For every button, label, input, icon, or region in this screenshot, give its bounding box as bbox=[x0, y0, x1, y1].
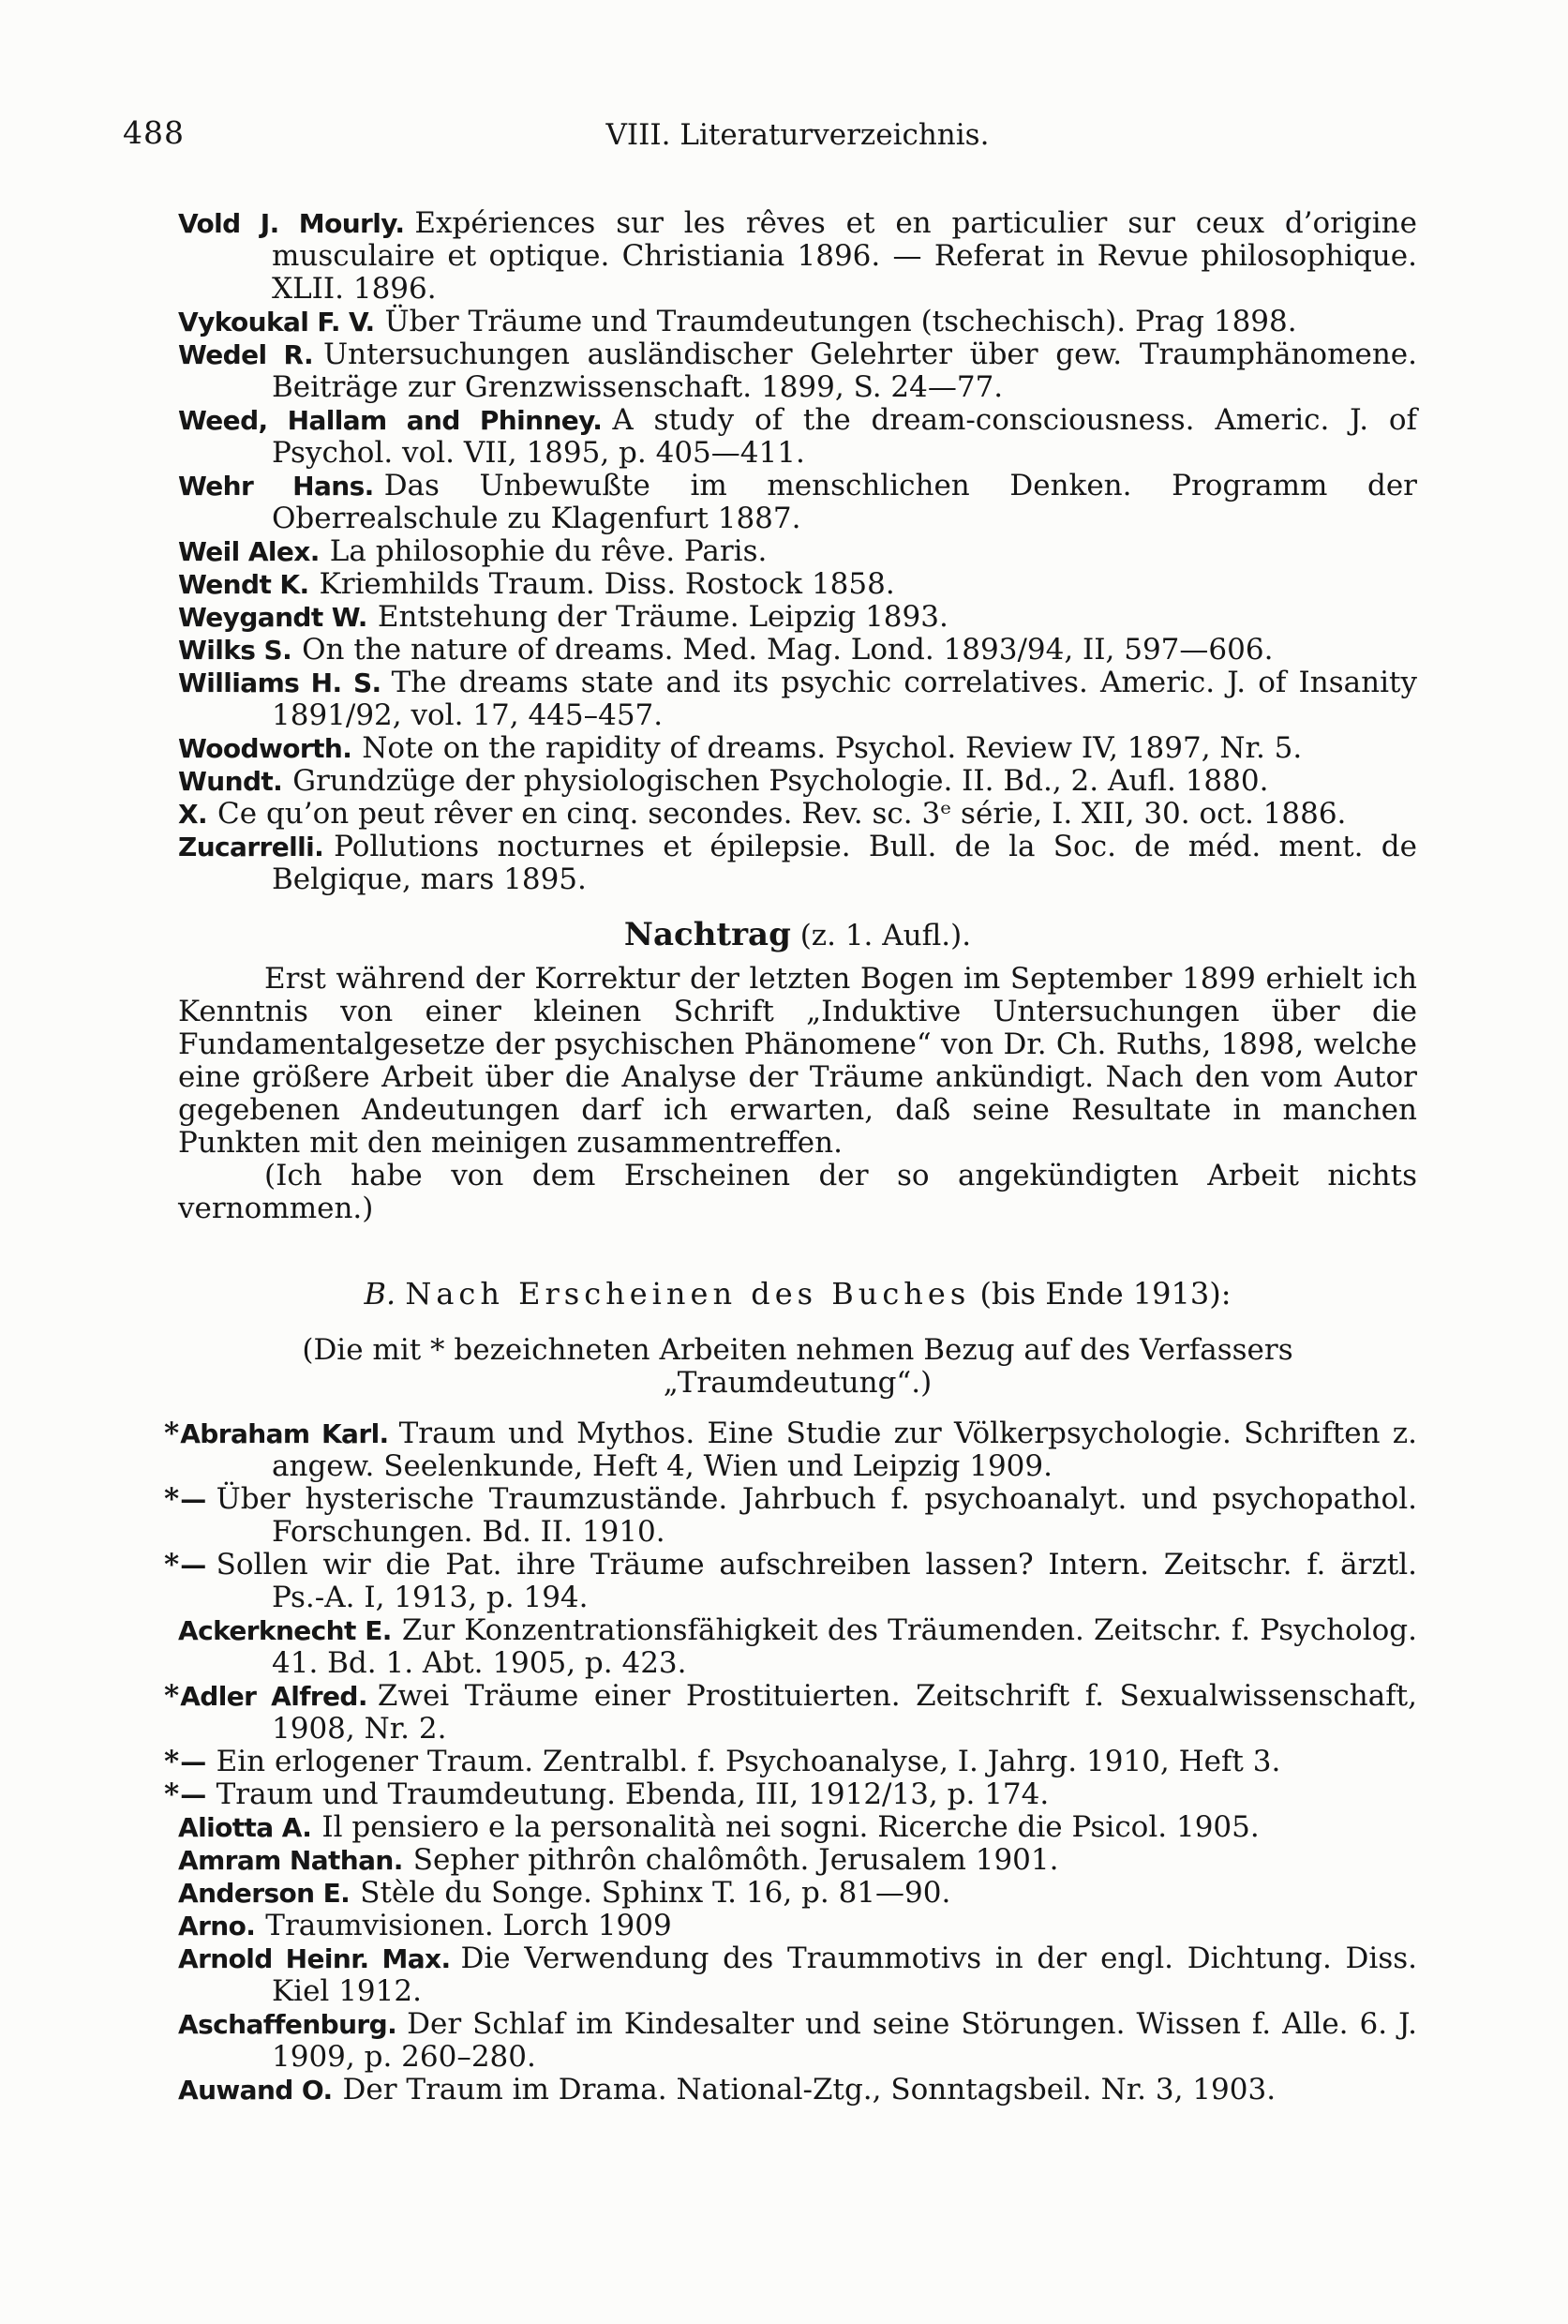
entry-author: Auwand O. bbox=[178, 2075, 333, 2106]
bibliography-entry bbox=[164, 1679, 1417, 1746]
entry-text: On the nature of dreams. Med. Mag. Lond. 1893/94, II, 597—606. bbox=[302, 633, 1274, 667]
bibliography-entry bbox=[178, 601, 1417, 634]
bibliography-entry bbox=[178, 798, 1417, 831]
reference-star: * bbox=[164, 1417, 180, 1450]
entry-author: Wedel R. bbox=[178, 339, 313, 370]
text-block bbox=[164, 206, 1417, 2107]
bibliography-entry bbox=[178, 338, 1417, 404]
entry-author: Vold J. Mourly. bbox=[178, 208, 405, 239]
bibliography-entry bbox=[178, 568, 1417, 601]
entry-author: Zucarrelli. bbox=[178, 832, 324, 862]
entry-author: — bbox=[180, 1484, 206, 1515]
bibliography-section-b bbox=[164, 1417, 1417, 2107]
entry-text: Der Traum im Drama. National-Ztg., Sonntagsbeil. Nr. 3, 1903. bbox=[342, 2073, 1277, 2107]
reference-star: * bbox=[164, 1482, 180, 1516]
entry-author: Weed, Hallam and Phinney. bbox=[178, 405, 603, 436]
bibliography-entry bbox=[178, 765, 1417, 798]
entry-author: Vykoukal F. V. bbox=[178, 307, 375, 337]
entry-text: Il pensiero e la personalità nei sogni. Ricerche die Psicol. 1905. bbox=[321, 1810, 1260, 1844]
entry-author: — bbox=[180, 1747, 206, 1777]
entry-text: A study of the dream-consciousness. Americ. J. of Psychol. vol. VII, 1895, p. 405—411. bbox=[272, 403, 1417, 470]
entry-text: Das Unbewußte im menschlichen Denken. Programm der Oberrealschule zu Klagenfurt 1887. bbox=[272, 469, 1417, 535]
entry-author: Wilks S. bbox=[178, 635, 292, 666]
entry-author: Weil Alex. bbox=[178, 536, 320, 567]
entry-text: Sepher pithrôn chalômôth. Jerusalem 1901. bbox=[412, 1843, 1059, 1877]
bibliography-entry bbox=[178, 404, 1417, 470]
bibliography-entry bbox=[178, 207, 1417, 306]
entry-text: Sollen wir die Pat. ihre Träume aufschreiben lassen? Intern. Zeitschr. f. ärztl. Ps.-A. I, 1913, p. 194. bbox=[216, 1548, 1417, 1614]
bibliography-entry bbox=[164, 1417, 1417, 1483]
entry-text: Expériences sur les rêves et en particulier sur ceux d’origine musculaire et optique. Christiania 1896. — Referat in Revue philosophique. XLII. 1896. bbox=[272, 206, 1417, 306]
entry-author: Arnold Heinr. Max. bbox=[178, 1943, 451, 1974]
nachtrag-title-suffix: (z. 1. Aufl.). bbox=[790, 919, 972, 952]
entry-text: Traum und Traumdeutung. Ebenda, III, 1912/13, p. 174. bbox=[216, 1777, 1050, 1811]
entry-text: Pollutions nocturnes et épilepsie. Bull. de la Soc. de méd. ment. de Belgique, mars 1895. bbox=[272, 830, 1417, 896]
page-number: 488 bbox=[123, 114, 185, 151]
entry-text: Ce qu’on peut rêver en cinq. secondes. Rev. sc. 3ᵉ série, I. XII, 30. oct. 1886. bbox=[217, 797, 1347, 831]
entry-text: Der Schlaf im Kindesalter und seine Störungen. Wissen f. Alle. 6. J. 1909, p. 260–280. bbox=[272, 2007, 1417, 2074]
entry-author: Wundt. bbox=[178, 766, 283, 797]
entry-author: Amram Nathan. bbox=[178, 1845, 403, 1876]
entry-text: Note on the rapidity of dreams. Psychol. Review IV, 1897, Nr. 5. bbox=[362, 731, 1303, 765]
entry-text: Traumvisionen. Lorch 1909 bbox=[265, 1909, 672, 1942]
bibliography-entry bbox=[178, 306, 1417, 338]
entry-text: The dreams state and its psychic correlatives. Americ. J. of Insanity 1891/92, vol. 17, 445–457. bbox=[272, 666, 1417, 732]
entry-author: Williams H. S. bbox=[178, 667, 381, 698]
entry-text: Über Träume und Traumdeutungen (tschechisch). Prag 1898. bbox=[384, 305, 1297, 338]
bibliography-entry bbox=[178, 1614, 1417, 1680]
section-b-heading bbox=[178, 1274, 1417, 1313]
entry-text: Die Verwendung des Traummotivs in der engl. Dichtung. Diss. Kiel 1912. bbox=[272, 1942, 1417, 2008]
bibliography-section-a bbox=[178, 207, 1417, 896]
section-b-letter: B. bbox=[364, 1276, 406, 1312]
entry-author: Wehr Hans. bbox=[178, 471, 374, 502]
bibliography-entry bbox=[178, 1942, 1417, 2008]
entry-text: Untersuchungen ausländischer Gelehrter über gew. Traumphänomene. Beiträge zur Grenzwissenschaft. 1899, S. 24—77. bbox=[272, 337, 1417, 404]
section-b-title: Nach Erscheinen des Buches bbox=[405, 1276, 971, 1312]
bibliography-entry bbox=[178, 470, 1417, 535]
bibliography-entry bbox=[178, 1877, 1417, 1910]
entry-author: — bbox=[180, 1550, 206, 1581]
bibliography-entry bbox=[178, 831, 1417, 896]
nachtrag-paragraph: (Ich habe von dem Erscheinen der so angekündigten Arbeit nichts vernommen.) bbox=[178, 1159, 1417, 1225]
entry-author: X. bbox=[178, 799, 208, 830]
entry-text: Grundzüge der physiologischen Psychologie. II. Bd., 2. Aufl. 1880. bbox=[292, 764, 1269, 798]
bibliography-entry bbox=[178, 1811, 1417, 1844]
nachtrag-paragraph: Erst während der Korrektur der letzten Bogen im September 1899 erhielt ich Kenntnis von einer kleinen Schrift „Induktive Untersuchungen über die Fundamentalgesetze der psychischen Phänomene“ von Dr. Ch. Ruths, 1898, welche eine größere Arbeit über die Analyse der Träume ankündigt. Nach den vom Autor gegebenen Andeutungen darf ich erwarten, daß seine Resultate in manchen Punkten mit den meinigen zusammentreffen. bbox=[178, 962, 1417, 1160]
entry-author: Anderson E. bbox=[178, 1878, 351, 1909]
entry-author: Woodworth. bbox=[178, 733, 352, 764]
entry-author: Arno. bbox=[178, 1911, 256, 1942]
bibliography-entry bbox=[178, 732, 1417, 765]
bibliography-entry bbox=[178, 2074, 1417, 2107]
bibliography-entry bbox=[178, 667, 1417, 732]
bibliography-entry bbox=[164, 1548, 1417, 1614]
bibliography-entry bbox=[178, 1910, 1417, 1942]
entry-text: Zwei Träume einer Prostituierten. Zeitschrift f. Sexualwissenschaft, 1908, Nr. 2. bbox=[272, 1679, 1417, 1746]
entry-text: Über hysterische Traumzustände. Jahrbuch f. psychoanalyt. und psychopathol. Forschungen. Bd. II. 1910. bbox=[216, 1482, 1417, 1549]
entry-author: Adler Alfred. bbox=[180, 1681, 367, 1712]
entry-text: La philosophie du rêve. Paris. bbox=[329, 534, 768, 568]
entry-author: Ackerknecht E. bbox=[178, 1615, 392, 1646]
entry-text: Traum und Mythos. Eine Studie zur Völkerpsychologie. Schriften z. angew. Seelenkunde, Heft 4, Wien und Leipzig 1909. bbox=[272, 1417, 1417, 1483]
entry-text: Zur Konzentrationsfähigkeit des Träumenden. Zeitschr. f. Psycholog. 41. Bd. 1. Abt. 1905, p. 423. bbox=[272, 1613, 1417, 1680]
reference-star: * bbox=[164, 1679, 180, 1713]
bibliography-entry bbox=[178, 634, 1417, 667]
bibliography-entry bbox=[178, 1844, 1417, 1877]
reference-star: * bbox=[164, 1777, 180, 1811]
bibliography-entry bbox=[178, 535, 1417, 568]
bibliography-entry bbox=[164, 1482, 1417, 1549]
entry-author: Aliotta A. bbox=[178, 1812, 312, 1843]
running-header: VIII. Literaturverzeichnis. bbox=[605, 118, 990, 152]
section-b-title-suffix: (bis Ende 1913): bbox=[970, 1276, 1232, 1312]
entry-author: Weygandt W. bbox=[178, 602, 367, 633]
reference-star: * bbox=[164, 1548, 180, 1582]
entry-text: Stèle du Songe. Sphinx T. 16, p. 81—90. bbox=[360, 1876, 951, 1910]
bibliography-entry bbox=[164, 1745, 1417, 1778]
entry-text: Kriemhilds Traum. Diss. Rostock 1858. bbox=[319, 567, 895, 601]
nachtrag-title: Nachtrag bbox=[623, 916, 791, 953]
reference-star: * bbox=[164, 1745, 180, 1778]
entry-text: Ein erlogener Traum. Zentralbl. f. Psychoanalyse, I. Jahrg. 1910, Heft 3. bbox=[216, 1745, 1281, 1778]
entry-author: Wendt K. bbox=[178, 569, 309, 600]
entry-text: Entstehung der Träume. Leipzig 1893. bbox=[377, 600, 948, 634]
entry-author: Aschaffenburg. bbox=[178, 2009, 397, 2040]
nachtrag-heading bbox=[178, 916, 1417, 954]
entry-author: — bbox=[180, 1779, 206, 1810]
bibliography-entry bbox=[178, 2008, 1417, 2074]
bibliography-entry bbox=[164, 1777, 1417, 1811]
section-b-note: (Die mit * bezeichneten Arbeiten nehmen Bezug auf des Verfassers „Traumdeutung“.) bbox=[302, 1333, 1293, 1400]
entry-author: Abraham Karl. bbox=[180, 1418, 389, 1449]
